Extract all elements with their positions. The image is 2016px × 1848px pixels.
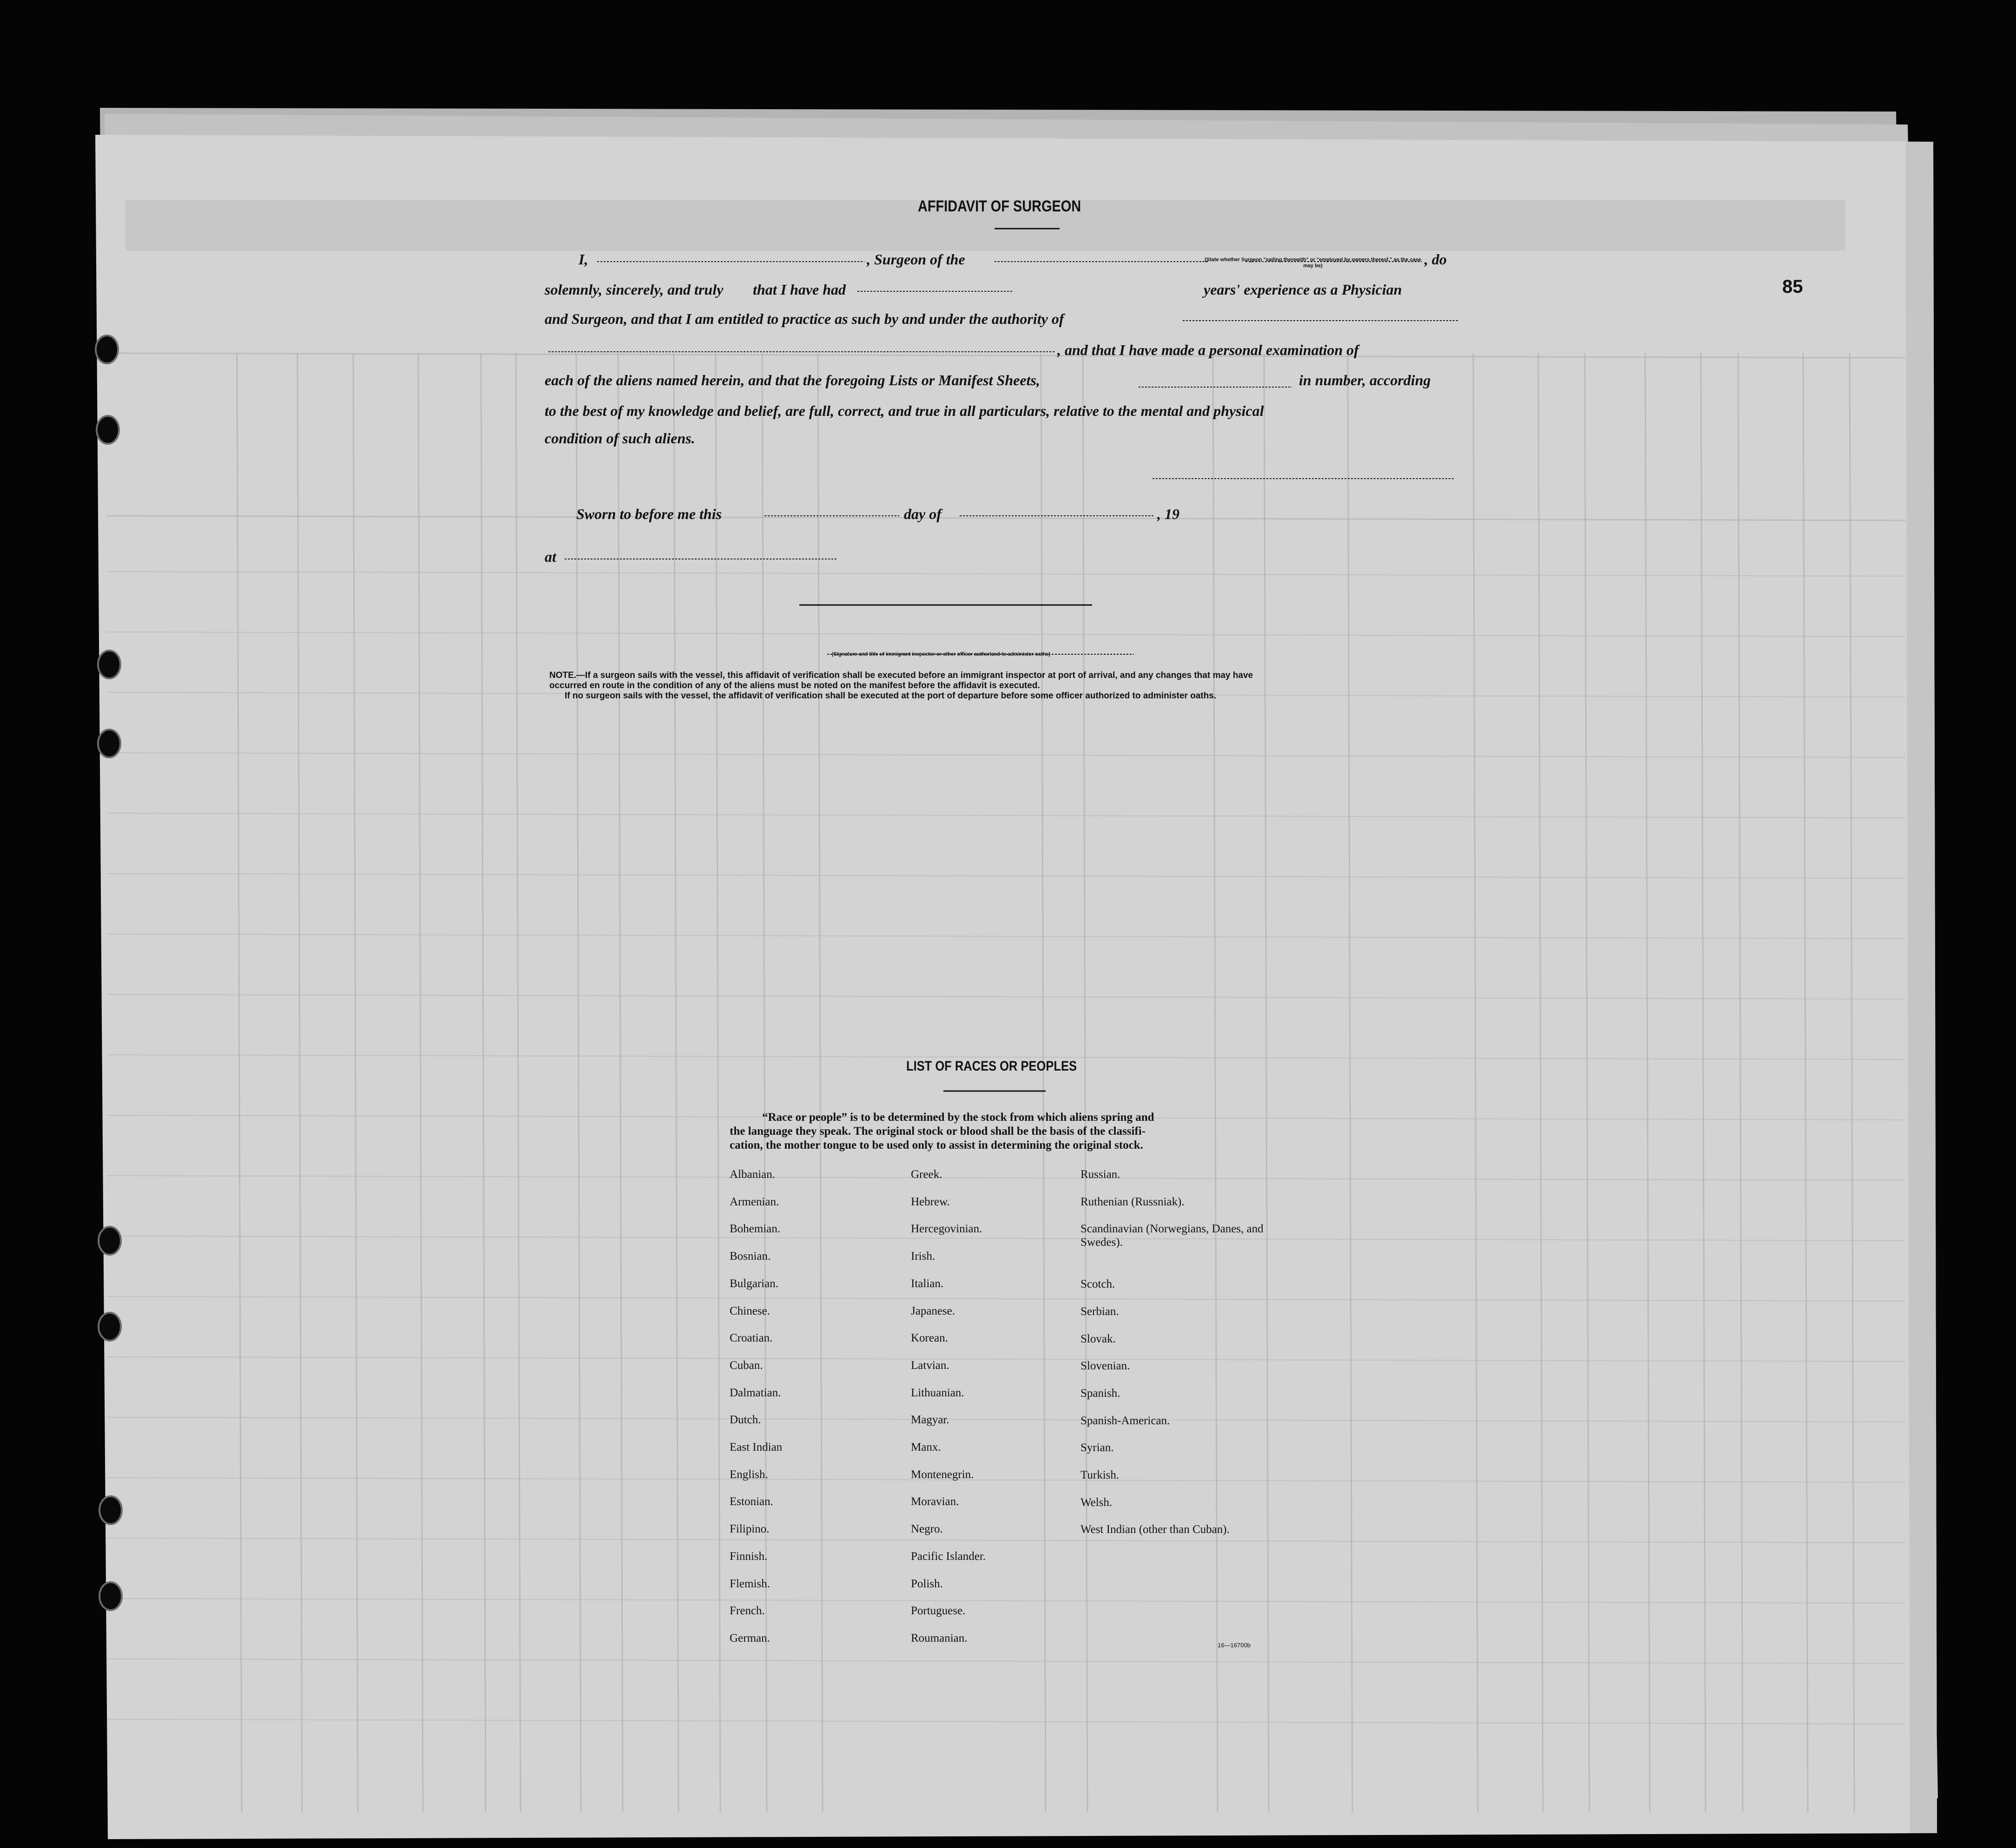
race-item: Scandinavian (Norwegians, Danes, and Swedes). (1080, 1223, 1264, 1249)
race-item: Cuban. (730, 1359, 763, 1372)
race-item: Spanish-American. (1080, 1414, 1170, 1427)
race-item: Croatian. (730, 1332, 773, 1345)
races-intro-line3: cation, the mother tongue to be used only to assist in determining the original stock. (730, 1139, 1143, 1151)
affidavit-whether-note: (State whether Surgeon "sailing therewith" or "employed by owners thereof," as the case may be) (1205, 257, 1421, 269)
race-item: Syrian. (1080, 1441, 1114, 1454)
affidavit-line1-do: , do (1424, 251, 1447, 268)
race-item: Magyar. (911, 1414, 949, 1427)
races-intro-line1: “Race or people” is to be determined by the stock from which aliens spring and (762, 1111, 1154, 1124)
affidavit-line6: to the best of my knowledge and belief, are full, correct, and true in all particulars, relative to the mental and physical (545, 402, 1264, 419)
race-item: Welsh. (1080, 1496, 1113, 1509)
race-item: Bosnian. (730, 1250, 771, 1263)
race-item: Pacific Islander. (911, 1550, 986, 1563)
race-item: Dutch. (730, 1414, 761, 1427)
race-item: Hebrew. (911, 1195, 950, 1208)
race-item: Montenegrin. (911, 1468, 974, 1481)
affidavit-line1-i: I, (579, 251, 588, 268)
affidavit-line7: condition of such aliens. (545, 430, 695, 447)
race-item: Moravian. (911, 1495, 959, 1508)
race-item: Bohemian. (730, 1223, 781, 1236)
race-item: Filipino. (730, 1523, 770, 1536)
affidavit-title: AFFIDAVIT OF SURGEON (918, 197, 1081, 215)
signature-caption: (Signature and title of immigrant inspector or other officer authorized to administer oaths) (832, 651, 1050, 657)
affidavit-line2-years: that I have had (753, 281, 846, 298)
race-item: Estonian. (730, 1495, 773, 1508)
race-item: Italian. (911, 1277, 944, 1290)
note-line1: NOTE.—If a surgeon sails with the vessel, this affidavit of verification shall be executed before an immigrant inspector at port of arrival, and any changes that may have (549, 671, 1253, 680)
race-item: Latvian. (911, 1359, 949, 1372)
race-item: Korean. (911, 1332, 948, 1345)
day-of-text: day of (904, 506, 942, 522)
races-title: LIST OF RACES OR PEOPLES (906, 1059, 1077, 1074)
note-line3: If no surgeon sails with the vessel, the affidavit of verification shall be executed at the port of departure before some officer authorized to administer oaths. (565, 691, 1217, 701)
race-item: Flemish. (730, 1577, 770, 1590)
race-item: Polish. (911, 1577, 943, 1590)
race-item: Roumanian. (911, 1631, 968, 1644)
race-item: Portuguese. (911, 1605, 966, 1618)
races-intro-line2: the language they speak. The original stock or blood shall be the basis of the classifi- (730, 1125, 1146, 1138)
race-item: Russian. (1080, 1168, 1120, 1181)
affidavit-line2-solemnly: solemnly, sincerely, and truly (545, 281, 724, 298)
race-item: Serbian. (1080, 1305, 1119, 1318)
affidavit-line1-surgeon-of: , Surgeon of the (867, 251, 965, 268)
race-item: Slovenian. (1080, 1360, 1130, 1373)
race-item: German. (730, 1631, 770, 1644)
race-item: Armenian. (730, 1195, 779, 1208)
race-item: Negro. (911, 1523, 943, 1536)
race-item: Bulgarian. (730, 1277, 778, 1290)
page-number: 85 (1782, 276, 1803, 297)
race-item: Lithuanian. (911, 1386, 964, 1399)
year-text: , 19 (1157, 506, 1179, 522)
race-item: Manx. (911, 1441, 941, 1453)
race-item: Turkish. (1080, 1469, 1120, 1481)
race-item: East Indian (730, 1441, 783, 1453)
race-item: West Indian (other than Cuban). (1080, 1523, 1230, 1536)
race-item: Irish. (911, 1250, 936, 1263)
race-item: Japanese. (911, 1304, 955, 1317)
race-item: French. (730, 1605, 765, 1618)
race-item: Chinese. (730, 1304, 770, 1317)
race-item: English. (730, 1468, 768, 1481)
race-item: Spanish. (1080, 1387, 1120, 1400)
affidavit-line3: and Surgeon, and that I am entitled to practice as such by and under the authority of (545, 310, 1064, 327)
race-item: Dalmatian. (730, 1386, 781, 1399)
sworn-text: Sworn to before me this (576, 506, 722, 522)
affidavit-line5-a: each of the aliens named herein, and that the foregoing Lists or Manifest Sheets, (545, 372, 1040, 388)
race-item: Slovak. (1080, 1332, 1116, 1345)
form-number: 16—16700b (1218, 1642, 1251, 1649)
affidavit-line4: , and that I have made a personal examination of (1057, 342, 1359, 358)
race-item: Ruthenian (Russniak). (1080, 1195, 1185, 1208)
at-text: at (545, 548, 556, 565)
note-line2: occurred en route in the condition of any of the aliens must be noted on the manifest before the affidavit is executed. (549, 681, 1040, 691)
race-item: Scotch. (1080, 1278, 1115, 1291)
race-item: Albanian. (730, 1168, 775, 1181)
affidavit-line5-b: in number, according (1299, 372, 1431, 388)
affidavit-line2-experience: years' experience as a Physician (1204, 281, 1402, 298)
race-item: Finnish. (730, 1550, 768, 1563)
race-item: Greek. (911, 1168, 942, 1181)
race-item: Hercegovinian. (911, 1223, 982, 1236)
